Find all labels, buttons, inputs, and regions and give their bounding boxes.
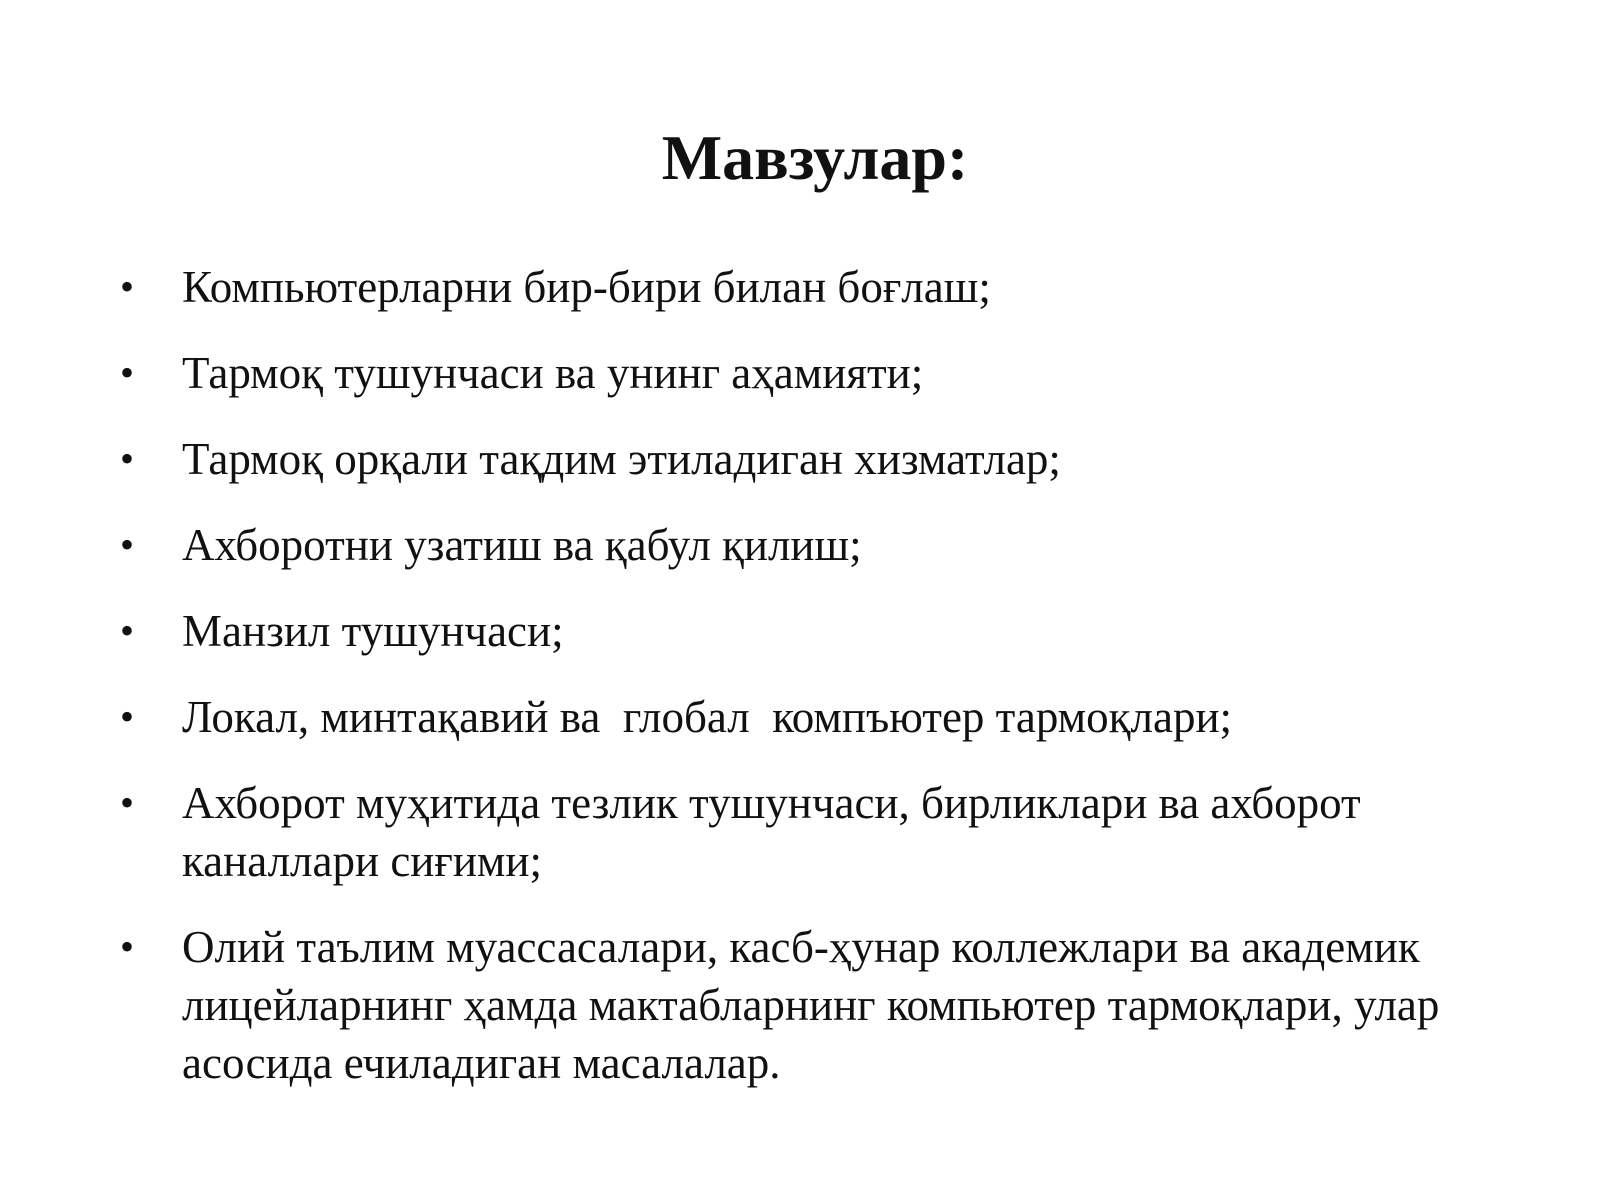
- list-item: [120, 516, 1540, 574]
- topic-text: Манзил тушунчаси;: [182, 606, 564, 656]
- topic-text: Тармоқ орқали тақдим этиладиган хизматлар;: [182, 434, 1061, 484]
- bullet-icon: •: [120, 350, 135, 395]
- list-item: [120, 258, 1540, 316]
- topic-text: Тармоқ тушунчаси ва унинг аҳамияти;: [182, 348, 924, 398]
- bullet-icon: •: [120, 608, 135, 653]
- topic-text: Ахборот муҳитида тезлик тушунчаси, бирликлари ва ахборот каналлари сиғими;: [182, 778, 1372, 886]
- bullet-icon: •: [120, 522, 135, 567]
- bullet-icon: •: [120, 436, 135, 481]
- list-item: [120, 918, 1540, 1092]
- list-item: [120, 602, 1540, 660]
- topic-list: [120, 258, 1540, 1120]
- bullet-icon: •: [120, 694, 135, 739]
- list-item: [120, 344, 1540, 402]
- list-item: [120, 688, 1540, 746]
- topic-text: Ахборотни узатиш ва қабул қилиш;: [182, 520, 862, 570]
- bullet-icon: •: [120, 780, 135, 825]
- list-item: [120, 430, 1540, 488]
- topic-text: Олий таълим муассасалари, касб-ҳунар коллежлари ва академик лицейларнинг ҳамда мактабларнинг компьютер тармоқлари, улар асосида ечиладиган масалалар.: [182, 922, 1451, 1088]
- bullet-icon: •: [120, 924, 135, 969]
- topic-text: Локал, минтақавий ва глобал компъютер тармоқлари;: [182, 692, 1233, 742]
- list-item: [120, 774, 1540, 890]
- topic-text: Компьютерларни бир-бири билан боғлаш;: [182, 262, 991, 312]
- bullet-icon: •: [120, 264, 135, 309]
- slide-title: Мавзулар:: [661, 122, 969, 193]
